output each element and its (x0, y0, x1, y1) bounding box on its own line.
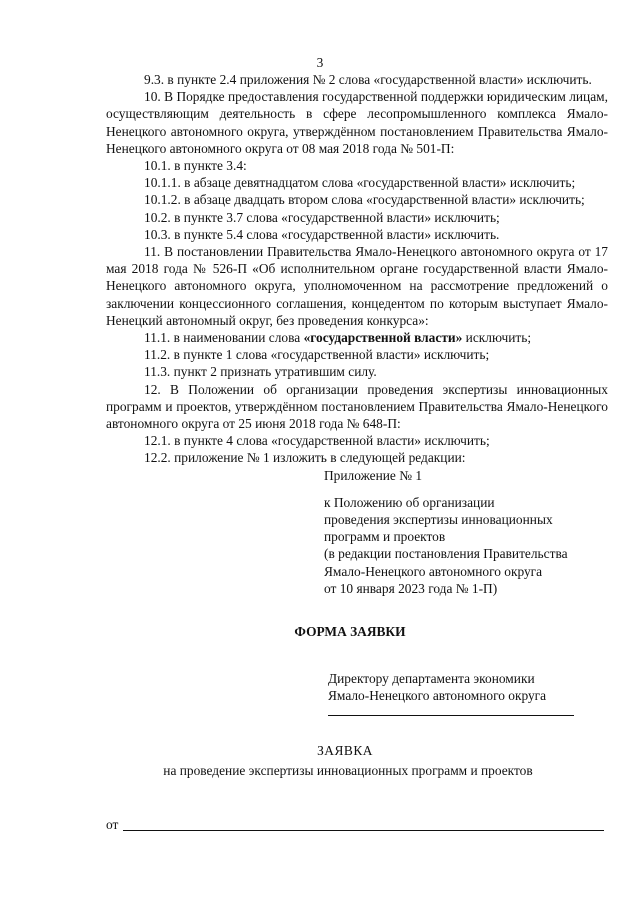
paragraph-12: 12. В Положении об организации проведения экспертизы инновационных программ и проектов, утверждённом постановлением Правительства Ямало-Ненецкого автономного округа от 25 июня 2018 года № 648-П: (106, 381, 608, 432)
appendix-line: программ и проектов (324, 529, 446, 545)
addressee-line-2: Ямало-Ненецкого автономного округа (328, 688, 547, 704)
appendix-line: проведения экспертизы инновационных (324, 512, 553, 528)
from-field[interactable] (106, 817, 604, 835)
paragraph-11-2: 11.2. в пункте 1 слова «государственной власти» исключить; (144, 347, 490, 363)
paragraph-12-2: 12.2. приложение № 1 изложить в следующей редакции: (144, 450, 466, 466)
appendix-line: Ямало-Ненецкого автономного округа (324, 563, 543, 579)
paragraph-11-3: 11.3. пункт 2 признать утратившим силу. (144, 364, 377, 380)
paragraph-11-1-after: исключить; (462, 330, 532, 346)
from-label: от (106, 817, 119, 832)
addressee-blank-line[interactable] (328, 714, 574, 716)
appendix-line: к Положению об организации (324, 494, 495, 510)
addressee-line-1: Директору департамента экономики (328, 671, 535, 687)
paragraph-10-1-1: 10.1.1. в абзаце девятнадцатом слова «государственной власти» исключить; (144, 175, 576, 191)
form-title: ФОРМА ЗАЯВКИ (294, 624, 406, 640)
appendix-heading (324, 467, 608, 597)
paragraph-10-1-2: 10.1.2. в абзаце двадцать втором слова «государственной власти» исключить; (144, 192, 585, 208)
appendix-line: (в редакции постановления Правительства (324, 546, 568, 562)
paragraph-9-3: 9.3. в пункте 2.4 приложения № 2 слова «государственной власти» исключить. (144, 72, 592, 87)
paragraph-12-1: 12.1. в пункте 4 слова «государственной власти» исключить; (144, 433, 490, 449)
document-body (106, 71, 608, 779)
paragraph-11-1-before: 11.1. в наименовании слова (144, 330, 304, 346)
addressee-block (328, 670, 608, 704)
appendix-line: от 10 января 2023 года № 1-П) (324, 580, 498, 596)
appendix-title: Приложение № 1 (324, 467, 423, 483)
paragraph-11-1-bold: «государственной власти» (303, 330, 463, 346)
page-number: 3 (316, 55, 324, 70)
paragraph-10-1: 10.1. в пункте 3.4: (144, 158, 247, 174)
from-blank-line[interactable] (123, 830, 604, 831)
application-title: ЗАЯВКА (317, 742, 373, 758)
application-subtitle: на проведение экспертизы инновационных программ и проектов (163, 762, 533, 778)
paragraph-11: 11. В постановлении Правительства Ямало-Ненецкого автономного округа от 17 мая 2018 года № 526-П «Об исполнительном органе государственной власти Ямало-Ненецкого автономного округа, уполномоченном на рассмотрение предложений о заключении концессионного соглашения, концедентом по которым выступает Ямало-Ненецкий автономный округ, без проведения конкурса»: (106, 244, 608, 328)
paragraph-11-1 (106, 329, 608, 346)
paragraph-10-2: 10.2. в пункте 3.7 слова «государственной власти» исключить; (144, 209, 500, 225)
paragraph-10: 10. В Порядке предоставления государственной поддержки юридическим лицам, осуществляющим деятельность в сфере лесопромышленного комплекса Ямало-Ненецкого автономного округа, утверждённом постановлением Правительства Ямало-Ненецкого автономного округа от 08 мая 2018 года № 501-П: (106, 89, 608, 156)
paragraph-10-3: 10.3. в пункте 5.4 слова «государственной власти» исключить. (144, 226, 500, 242)
